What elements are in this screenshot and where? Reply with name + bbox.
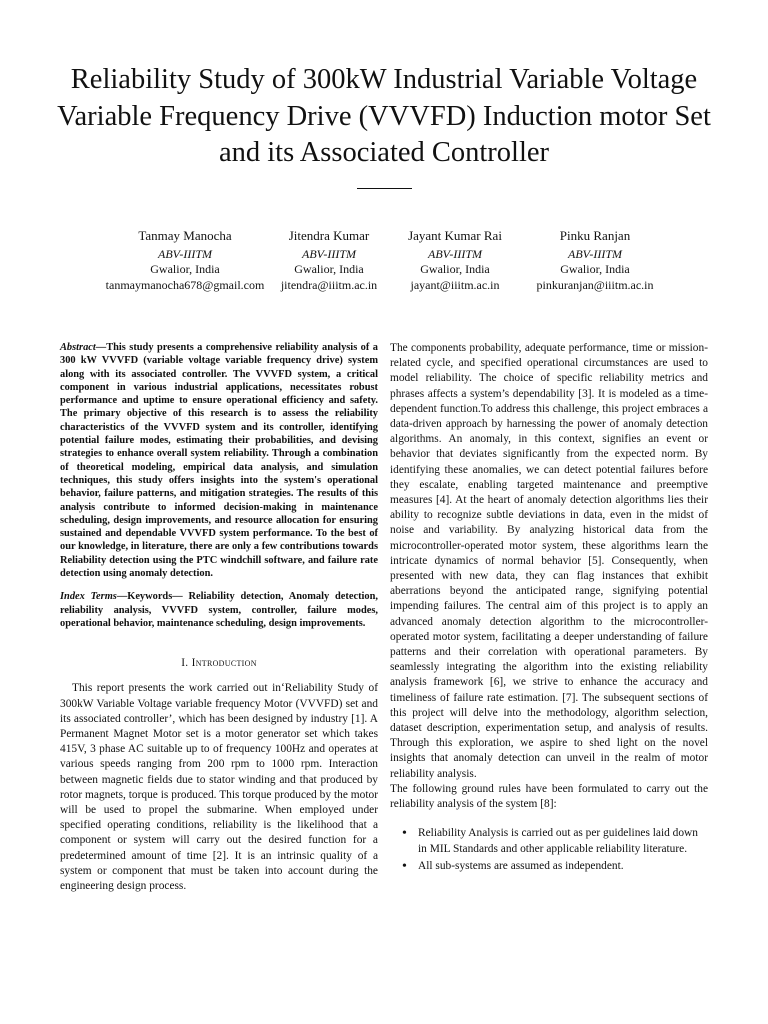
list-item: • All sub-systems are assumed as independent. — [390, 859, 708, 874]
abstract-text: —This study presents a comprehensive reliability analysis of a 300 kW VVVFD (variable voltage variable frequency drive) system along with its associated controller. The VVVFD system, a critical component in various industrial applications, necessitates robust performance and uptime to ensure operational efficiency and safety. The primary objective of this research is to assess the reliability characteristics of the VVVFD system and its controller, identifying potential failure modes, estimating their probabilities, and devising strategies to enhance overall system reliability. Through a combination of theoretical modeling, empirical data analysis, and simulation techniques, this study offers insights into the system's operational behavior, failure patterns, and mitigation strategies. The results of this analysis contribute to informed decision-making in maintenance scheduling, design improvements, and resource allocation for ensuring sustained and dependable VVVFD system performance. To the best of our knowledge, in literature, there are only a few contributions towards Reliability detection using the PTC windchill software, and failure rate detection using anomaly detection. — [60, 342, 378, 580]
author-block-4 — [536, 228, 653, 293]
intro-paragraph-right: The components probability, adequate performance, time or mission-related cycle, and specified operational circumstances are used to model reliability. The choice of specific reliability metrics and phrases affects a system’s dependability [3]. It is modeled as a time-dependent function.To address this challenge, this project embraces a data-driven approach by harnessing the power of anomaly detection algorithms. An anomaly, in this context, signifies an event or behavior that deviates significantly from the expected norm. By identifying these anomalies, we can detect potential failures before they escalate, enabling targeted maintenance and preemptive measures [4]. At the heart of anomaly detection algorithms lies their ability to recognize subtle deviations in data, even in the midst of noise and variability. By analyzing historical data from the microcontroller-operated motor system, these algorithms learn the intricate dynamics of normal behavior [5]. Consequently, when presented with new data, they can flag instances that exhibit aberrations beyond the anticipated range, signifying potential impending failures. The central aim of this project is to apply an advanced anomaly detection algorithm to the microcontroller-operated motor system, facilitating a deeper understanding of failure patterns and their correlation with operational parameters. By seamlessly integrating the algorithm into the existing reliability analysis framework [6], we strive to enhance the accuracy and timeliness of failure rate estimation. [7]. The subsequent sections of this project will delve into the methodology, algorithm selection, dataset description, experimentation setup, and analysis of results. Through this exploration, we aspire to shed light on the novel insights that anomaly detection can unveil in the realm of motor reliability analysis. — [390, 342, 708, 780]
list-item: • Reliability Analysis is carried out as per guidelines laid down in MIL Standards and other applicable reliability literature. — [390, 826, 708, 856]
author-affiliation: ABV-IIITM — [158, 246, 212, 261]
right-column — [390, 341, 708, 876]
author-location: Gwalior, India — [294, 262, 364, 276]
intro-paragraph-left: This report presents the work carried out in‘Reliability Study of 300kW Variable Voltage variable frequency Motor (VVVFD) set and its associated controller’, which has been designed by industry [1]. A Permanent Magnet Motor set is a motor generator set which takes 415V, 3 phase AC suitable up to of frequency 100Hz and operates at various speeds ranging from 200 rpm to 1000 rpm. Interaction between magnetic fields due to stator winding and that produced by rotor magnets, torque is produced. This torque produced by the motor will be used to propel the submarine. When employed under specified operating conditions, reliability is the likelihood that a component or system will carry out the desired function for a predetermined amount of time [2]. It is an intrinsic quality of a system or component that must be taken into account during the engineering design process. — [60, 682, 378, 893]
paper-title: Reliability Study of 300kW Industrial Variable Voltage Variable Frequency Drive (VVVFD) Induction motor Set and its Associated Controller — [57, 64, 711, 168]
section-heading: I. Introduction — [181, 657, 257, 670]
left-column — [60, 341, 378, 894]
author-name: Pinku Ranjan — [559, 228, 631, 243]
author-affiliation: ABV-IIITM — [568, 246, 622, 261]
ground-rules-intro: The following ground rules have been formulated to carry out the reliability analysis of the system [8]: — [390, 782, 708, 811]
author-block-2 — [281, 228, 377, 293]
abstract — [60, 341, 378, 580]
author-block-1 — [106, 228, 265, 293]
author-affiliation: ABV-IIITM — [302, 246, 356, 261]
title-rule — [357, 188, 412, 189]
index-terms — [60, 590, 378, 630]
index-terms-text: —Keywords— Reliability detection, Anomaly detection, reliability analysis, VVVFD system, controller, failure modes, operational behavior, maintenance scheduling, design improvements. — [60, 591, 378, 629]
author-email: pinkuranjan@iiitm.ac.in — [536, 277, 654, 292]
author-name: Tanmay Manocha — [138, 228, 232, 243]
author-affiliation: ABV-IIITM — [428, 246, 482, 261]
author-email: jayant@iiitm.ac.in — [410, 277, 500, 292]
author-block-3 — [408, 228, 502, 293]
author-location: Gwalior, India — [420, 262, 490, 276]
author-location: Gwalior, India — [150, 262, 220, 276]
index-terms-label: Index Terms — [60, 591, 117, 603]
author-email: tanmaymanocha678@gmail.com — [105, 277, 265, 292]
author-name: Jayant Kumar Rai — [408, 228, 502, 243]
author-email: jitendra@iiitm.ac.in — [280, 277, 378, 292]
ground-rules-list — [390, 826, 708, 874]
author-name: Jitendra Kumar — [288, 228, 370, 243]
author-location: Gwalior, India — [560, 262, 630, 276]
abstract-label: Abstract — [60, 342, 96, 353]
